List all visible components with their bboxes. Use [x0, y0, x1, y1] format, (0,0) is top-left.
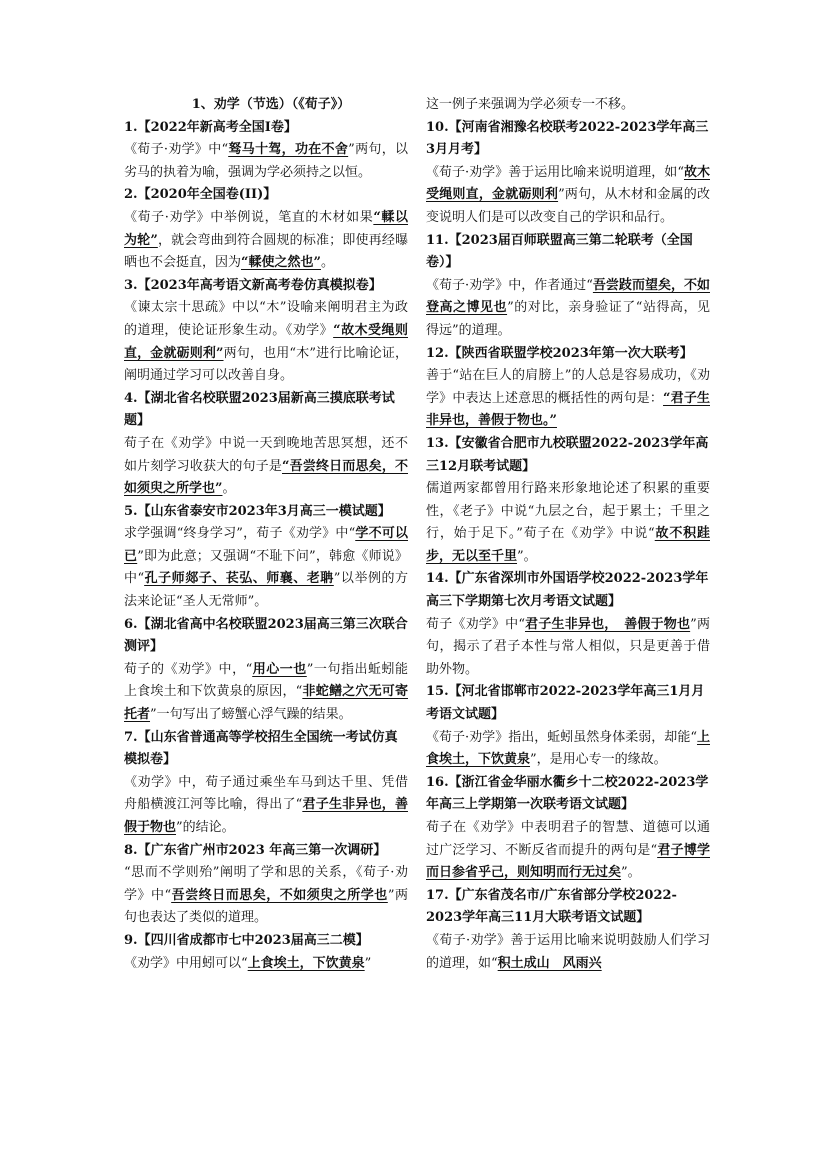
question-number: 5.	[124, 503, 138, 519]
text-segment: ”的对比，亲身验证了“站得高，见得远”的道理。	[426, 300, 710, 338]
text-segment: 《荀子·劝学》中“	[124, 142, 229, 158]
text-segment: ”两句，从木材和金属的改变说明人们是可以改变自己的学识和品行。	[426, 187, 710, 225]
source-label: 【山东省泰安市2023年3月高三一模试题】	[137, 503, 391, 519]
question-text	[426, 930, 710, 975]
answer-quote: “故木受绳则直，金就砺则利”	[124, 322, 408, 361]
question-item	[124, 501, 408, 614]
answer-quote: “吾尝终日而思矣，不如须臾之所学也”	[124, 458, 408, 497]
question-source	[124, 614, 408, 659]
text-segment: 《荀子·劝学》中，作者通过“	[426, 277, 593, 293]
question-text	[124, 139, 408, 184]
question-source	[426, 117, 710, 162]
question-source	[426, 772, 710, 817]
question-source	[426, 343, 710, 366]
text-segment: 《劝学》中，荀子通过乘坐车马到达千里、凭借舟船横渡江河等比喻，得出了“	[124, 774, 408, 813]
answer-quote: 吾尝终日而思矣，不如须臾之所学也	[171, 887, 388, 903]
question-number: 12.	[426, 345, 449, 361]
question-number: 17.	[426, 887, 449, 903]
question-item	[426, 117, 710, 230]
source-label: 【广东省茂名市/广东省部分学校2022-2023学年高三11月大联考语文试题】	[426, 887, 677, 926]
source-label: 【2023届百师联盟高三第二轮联考（全国卷）】	[426, 232, 693, 271]
question-number: 1.	[124, 119, 138, 135]
text-segment: 荀子的《劝学》中，“	[124, 661, 253, 677]
text-segment: 求学强调“终身学习”，荀子《劝学》中“	[124, 526, 356, 542]
question-text	[124, 953, 408, 976]
text-segment: 《荀子·劝学》善于运用比喻来说明道理，如“	[426, 164, 684, 180]
text-segment: 荀子在《劝学》中说一天到晚地苦思冥想，还不如片刻学习收获大的句子是	[124, 435, 408, 474]
question-number: 14.	[426, 571, 449, 587]
text-segment: 荀子《劝学》中“	[426, 616, 525, 632]
question-text	[426, 727, 710, 772]
question-item	[426, 681, 710, 771]
text-segment: 《劝学》中用蚓可以“	[124, 955, 248, 971]
question-number: 10.	[426, 119, 449, 135]
question-item	[426, 568, 710, 681]
text-segment: 儒道两家都曾用行路来形象地论述了积累的重要性，《老子》中说“九层之台，起于累土；千里之行，始于足下。”荀子在《劝学》中说“	[426, 481, 710, 542]
answer-quote: 学不可以已	[124, 526, 408, 564]
text-segment: ”两句也表达了类似的道理。	[124, 887, 408, 926]
question-item	[124, 184, 408, 274]
text-segment: ”两句，以劣马的执着为喻，强调为学必须持之以恒。	[124, 142, 408, 180]
question-text	[124, 297, 408, 387]
question-number: 3.	[124, 277, 138, 293]
question-source	[124, 388, 408, 433]
question-source	[124, 275, 408, 298]
text-segment: “思而不学则殆”阐明了学和思的关系，《荀子·劝学》中“	[124, 865, 408, 903]
question-item	[124, 840, 408, 930]
question-text	[426, 162, 710, 230]
source-label: 【陕西省联盟学校2023年第一次大联考】	[448, 345, 693, 361]
answer-quote: 孔子师郯子、苌弘、师襄、老聃	[144, 571, 334, 587]
question-number: 8.	[124, 842, 138, 858]
source-label: 【浙江省金华丽水衢乡十二校2022-2023学年高三上学期第一次联考语文试题】	[426, 774, 709, 813]
answer-quote: “輮使之然也”	[241, 255, 321, 271]
question-source	[124, 117, 408, 140]
text-segment: 《荀子·劝学》指出，蚯蚓虽然身体柔弱，却能“	[426, 729, 697, 745]
text-segment: ”，是用心专一的缘故。	[530, 752, 667, 768]
answer-quote: 故木受绳则直，金就砺则利	[426, 164, 710, 203]
answer-quote: “君子生非异也，善假于物也。”	[426, 390, 710, 429]
question-text	[124, 659, 408, 727]
question-text	[124, 207, 408, 275]
question-source	[426, 433, 710, 478]
question-number: 15.	[426, 684, 449, 700]
question-item	[124, 117, 408, 185]
answer-quote: 积土成山 风雨兴	[497, 955, 602, 971]
left-column	[124, 94, 408, 975]
question-item	[426, 433, 710, 569]
source-label: 【河北省邯郸市2022-2023学年高三1月月考语文试题】	[426, 684, 705, 723]
source-label: 【湖北省名校联盟2023届新高三摸底联考试题】	[124, 390, 395, 429]
source-label: 【河南省湘豫名校联考2022-2023学年高三3月月考】	[426, 119, 709, 158]
source-label: 【广东省深圳市外国语学校2022-2023学年高三下学期第七次月考语文试题】	[426, 571, 709, 610]
question-item	[426, 343, 710, 433]
text-segment: 善于“站在巨人的肩膀上”的人总是容易成功，《劝学》中表达上述意思的概括性的两句是：	[426, 368, 710, 406]
source-label: 【山东省普通高等学校招生全国统一考试仿真模拟卷】	[124, 729, 398, 768]
text-segment: ”。	[517, 548, 537, 564]
question-item	[426, 772, 710, 885]
answer-quote: 君子生非异也， 善假于物也	[524, 616, 691, 632]
text-segment: ”。	[621, 865, 641, 881]
text-segment: 。	[222, 481, 236, 497]
text-segment: ”	[364, 955, 372, 971]
question-text	[426, 478, 710, 568]
text-segment: 荀子在《劝学》中表明君子的智慧、道德可以通过广泛学习、不断反省而提升的两句是“	[426, 820, 710, 858]
question-source	[124, 840, 408, 863]
text-segment: ”以举例的方法来论证“圣人无常师”。	[124, 571, 408, 610]
text-segment: 《荀子·劝学》中举例说，笔直的木材如果	[124, 209, 374, 225]
question-text	[426, 275, 710, 343]
question-text	[124, 523, 408, 613]
question-item	[426, 230, 710, 343]
answer-quote: 上食埃土，下饮黄泉	[426, 729, 710, 768]
question-number: 9.	[124, 932, 138, 948]
text-segment: ，就会弯曲到符合圆规的标准；即使再经曝晒也不会挺直，因为	[124, 232, 408, 271]
question-item	[124, 727, 408, 840]
question-source	[426, 885, 710, 930]
text-segment: 。	[320, 255, 334, 271]
answer-quote: 故不积跬步，无以至千里	[426, 526, 710, 564]
answer-quote: “輮以为轮”	[124, 209, 409, 248]
text-segment: 《谏太宗十思疏》中以“木”设喻来阐明君主为政的道理，使论证形象生动。《劝学》	[124, 300, 408, 338]
answer-quote: 用心一也	[252, 661, 307, 677]
answer-quote: 上食埃土，下饮黄泉	[247, 955, 365, 971]
page-title: 1、劝学（节选）（《荀子》）	[191, 97, 351, 112]
question-source	[426, 568, 710, 613]
question-source	[124, 501, 408, 524]
text-segment: ”的结论。	[176, 820, 235, 835]
continued-text: 这一例子来强调为学必须专一不移。	[426, 97, 635, 112]
answer-quote: 非蛇鳝之穴无可寄托者	[124, 684, 408, 723]
question-text	[124, 772, 408, 840]
question-source	[426, 681, 710, 726]
source-label: 【2023年高考语文新高考卷仿真模拟卷】	[137, 277, 382, 293]
source-label: 【安徽省合肥市九校联盟2022-2023学年高三12月联考试题】	[426, 435, 709, 474]
question-number: 4.	[124, 390, 138, 406]
text-segment: ”一句写出了螃蟹心浮气躁的结果。	[150, 707, 352, 723]
question-number: 7.	[124, 729, 138, 745]
source-label: 【广东省广州市2023 年高三第一次调研】	[137, 842, 387, 858]
question-source	[124, 184, 408, 207]
right-column	[426, 94, 710, 975]
text-segment: 两句，也用“木”进行比喻论证，阐明通过学习可以改善自身。	[124, 345, 409, 384]
question-source	[124, 727, 408, 772]
items-left	[124, 117, 408, 976]
question-item	[124, 388, 408, 501]
text-segment: ”一句指出蚯蚓能上食埃土和下饮黄泉的原因，“	[124, 661, 408, 700]
question-number: 6.	[124, 616, 138, 632]
source-label: 【2022年新高考全国Ⅰ卷】	[137, 119, 297, 135]
question-text	[124, 433, 408, 501]
question-number: 11.	[426, 232, 449, 248]
text-segment: ”即为此意；又强调“不耻下问”，韩愈《师说》中“	[124, 548, 408, 587]
question-text	[426, 817, 710, 885]
question-item	[124, 930, 408, 975]
question-number: 2.	[124, 187, 138, 203]
question-number: 13.	[426, 435, 449, 451]
question-source	[124, 930, 408, 953]
text-segment: 《荀子·劝学》善于运用比喻来说明鼓励人们学习的道理，如“	[426, 932, 710, 971]
question-text	[124, 862, 408, 930]
question-item	[124, 614, 408, 727]
question-source	[426, 230, 710, 275]
answer-quote: 吾尝跂而望矣，不如登高之博见也	[426, 277, 710, 316]
question-item	[426, 885, 710, 975]
items-right	[426, 117, 710, 976]
answer-quote: 君子博学而日参省乎己，则知明而行无过矣	[426, 842, 710, 881]
answer-quote: 驽马十驾，功在不舍	[228, 142, 349, 158]
question-item	[124, 275, 408, 388]
question-number: 16.	[426, 774, 449, 790]
question-text	[426, 614, 710, 682]
source-label: 【2020年全国卷(II)】	[137, 187, 277, 203]
source-label: 【四川省成都市七中2023届高三二模】	[137, 932, 369, 948]
source-label: 【湖北省高中名校联盟2023届高三第三次联合测评】	[124, 616, 408, 655]
text-segment: ”两句，揭示了君子本性与常人相似，只是更善于借助外物。	[426, 616, 710, 677]
answer-quote: 君子生非异也，善假于物也	[124, 797, 408, 835]
question-text	[426, 365, 710, 433]
